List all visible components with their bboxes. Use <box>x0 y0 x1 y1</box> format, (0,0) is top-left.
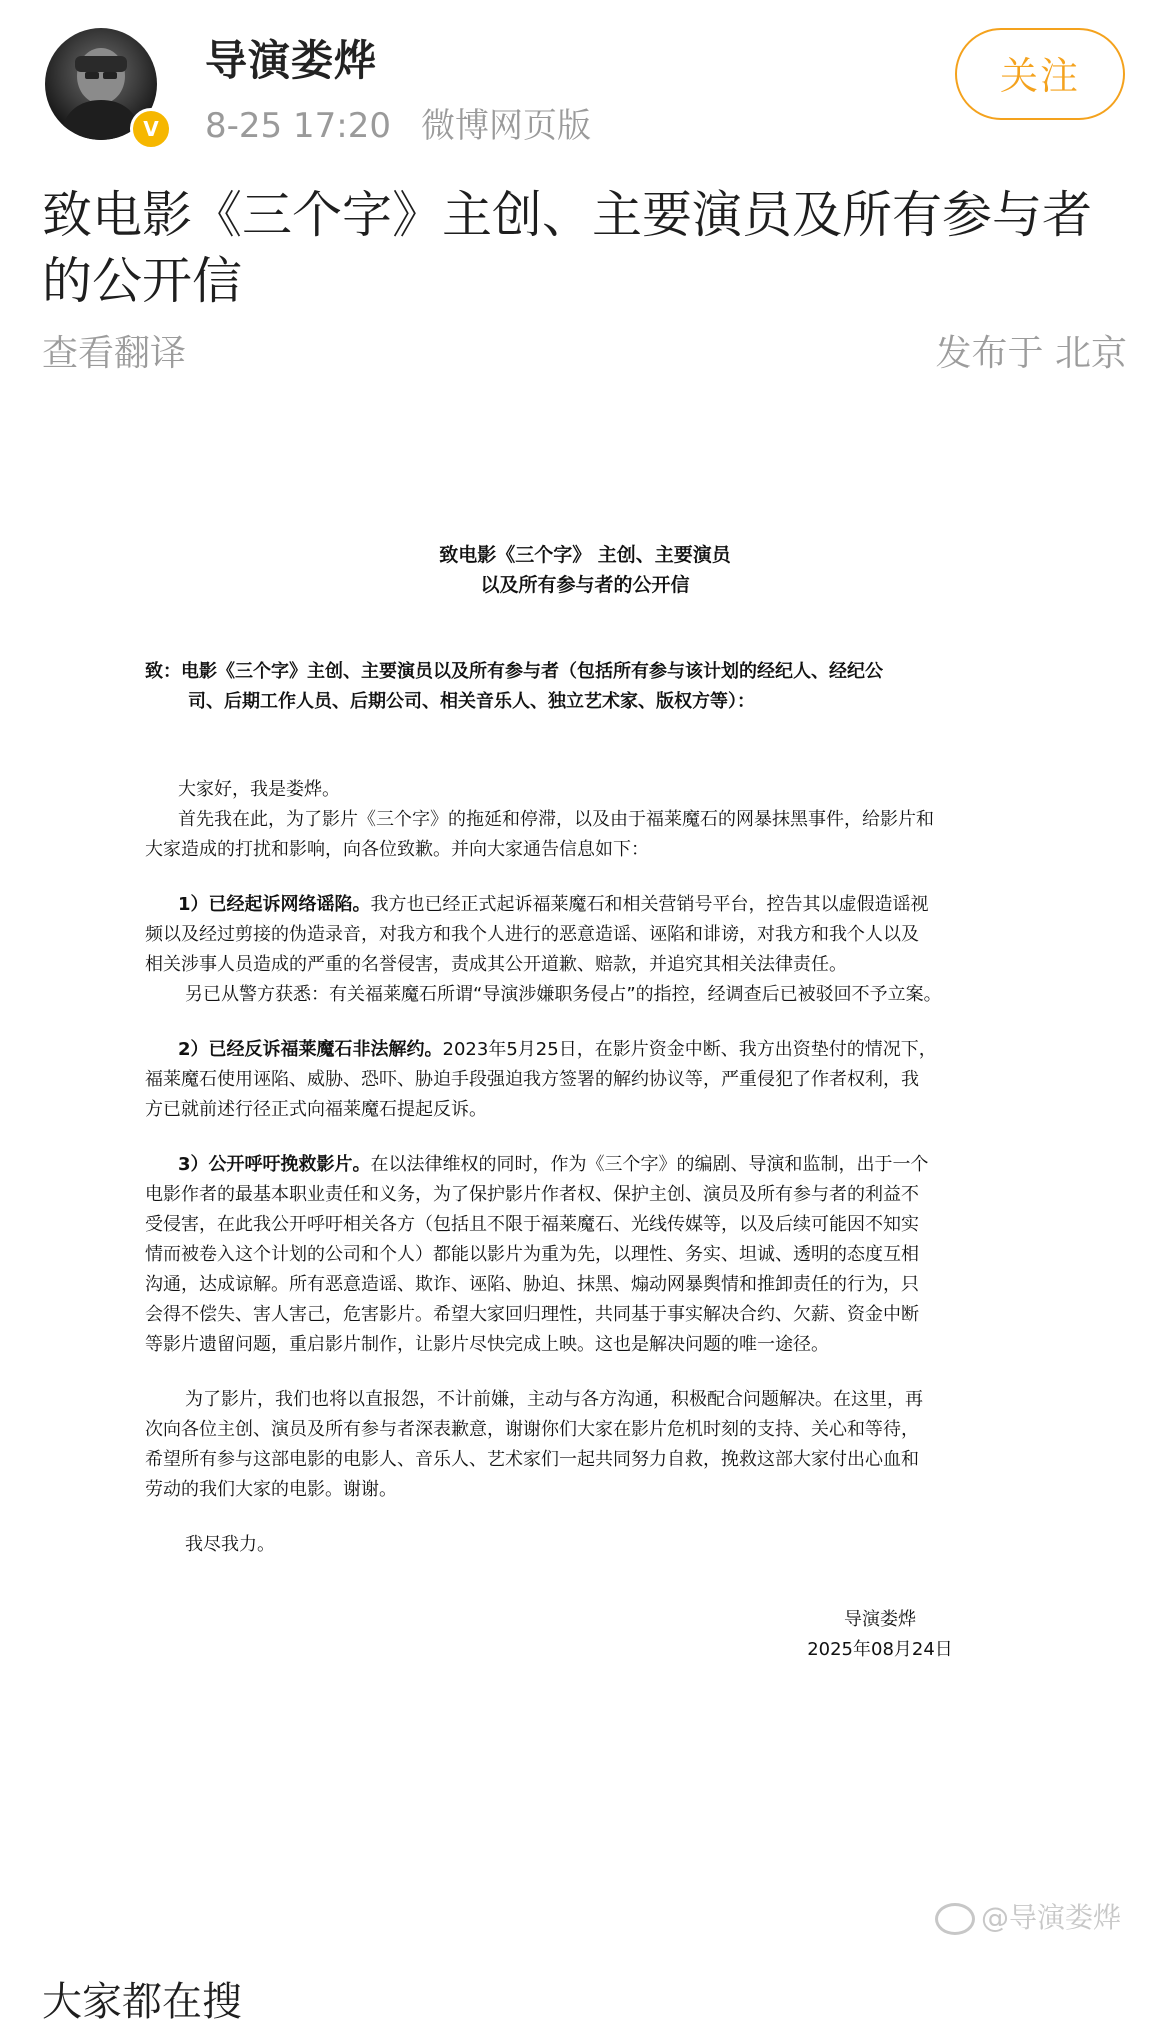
letter-title-line2: 以及所有参与者的公开信 <box>480 574 690 596</box>
post-source: 微博网页版 <box>420 106 591 146</box>
letter-intro-line1: 首先我在此，为了影片《三个字》的拖延和停滞，以及由于福莱魔石的网暴抹黑事件，给影片和 <box>178 809 934 830</box>
letter-p2-line2: 福莱魔石使用诬陷、威胁、恐吓、胁迫手段强迫我方签署的解约协议等，严重侵犯了作者权利，我 <box>145 1069 919 1090</box>
watermark-text: @导演娄烨 <box>981 1901 1122 1934</box>
letter-p4-line4: 劳动的我们大家的电影。谢谢。 <box>145 1479 397 1500</box>
letter-p1-head: 1）已经起诉网络谣陷。 <box>178 894 371 915</box>
letter-p3-line3: 受侵害，在此我公开呼吁相关各方（包括且不限于福莱魔石、光线传媒等，以及后续可能因不知实 <box>145 1214 919 1235</box>
letter-p3-line2: 电影作者的最基本职业责任和义务，为了保护影片作者权、保护主创、演员及所有参与者的利益不 <box>145 1184 919 1205</box>
letter-p2-line1 <box>178 1035 937 1065</box>
follow-button[interactable]: 关注 <box>955 28 1125 120</box>
letter-p2-line3: 方已就前述行径正式向福莱魔石提起反诉。 <box>145 1099 487 1120</box>
letter-p4-line2: 次向各位主创、演员及所有参与者深表歉意，谢谢你们大家在影片危机时刻的支持、关心和等待， <box>145 1419 919 1440</box>
post-sub-row <box>42 325 1127 375</box>
letter-to-line2: 司、后期工作人员、后期公司、相关音乐人、独立艺术家、版权方等）： <box>188 691 755 712</box>
letter-sign-date: 2025年08月24日 <box>807 1639 953 1660</box>
username[interactable]: 导演娄烨 <box>205 36 378 85</box>
verified-badge-icon: V <box>130 108 172 150</box>
letter-greeting: 大家好，我是娄烨。 <box>178 779 340 800</box>
letter-p1-line3: 相关涉事人员造成的严重的名誉侵害，责成其公开道歉、赔款，并追究其相关法律责任。 <box>145 954 847 975</box>
letter-p4-line3: 希望所有参与这部电影的电影人、音乐人、艺术家们一起共同努力自救，挽救这部大家付出心血和 <box>145 1449 919 1470</box>
letter-title-line1: 致电影《三个字》 主创、主要演员 <box>439 544 731 566</box>
weibo-logo-icon <box>935 1903 975 1935</box>
letter-p4-line1: 为了影片，我们也将以直报怨，不计前嫌，主动与各方沟通，积极配合问题解决。在这里，再 <box>185 1389 923 1410</box>
letter-closing: 我尽我力。 <box>185 1534 275 1555</box>
letter-p3-text1: 在以法律维权的同时，作为《三个字》的编剧、导演和监制，出于一个 <box>370 1154 929 1175</box>
letter-intro-line2: 大家造成的打扰和影响，向各位致歉。并向大家通告信息如下： <box>145 839 649 860</box>
letter-p2-head: 2）已经反诉福莱魔石非法解约。 <box>178 1039 443 1060</box>
post-time: 8-25 17:20 <box>205 106 391 146</box>
letter-p2-text1: 2023年5月25日，在影片资金中断、我方出资垫付的情况下， <box>442 1039 937 1060</box>
hot-search-section-title[interactable]: 大家都在搜 <box>42 1979 242 2025</box>
image-watermark <box>935 1896 1121 1936</box>
letter-image[interactable] <box>0 410 1170 1960</box>
post-meta <box>205 98 591 147</box>
post-location: 发布于 北京 <box>935 333 1127 374</box>
letter-p1-line4: 另已从警方获悉：有关福莱魔石所谓“导演涉嫌职务侵占”的指控，经调查后已被驳回不予立案。 <box>185 984 942 1005</box>
post-header <box>0 0 1170 170</box>
letter-p3-line7: 等影片遗留问题，重启影片制作，让影片尽快完成上映。这也是解决问题的唯一途径。 <box>145 1334 829 1355</box>
letter-p3-line6: 会得不偿失、害人害己，危害影片。希望大家回归理性，共同基于事实解决合约、欠薪、资金中断 <box>145 1304 919 1325</box>
letter-p3-line1 <box>178 1150 929 1180</box>
letter-p3-line5: 沟通，达成谅解。所有恶意造谣、欺诈、诬陷、胁迫、抹黑、煽动网暴舆情和推卸责任的行为，只 <box>145 1274 919 1295</box>
letter-p3-head: 3）公开呼吁挽救影片。 <box>178 1154 371 1175</box>
post-title: 致电影《三个字》主创、主要演员及所有参与者的公开信 <box>42 186 1092 310</box>
letter-sign-name: 导演娄烨 <box>844 1609 916 1630</box>
letter-p1-line2: 频以及经过剪接的伪造录音，对我方和我个人进行的恶意造谣、诬陷和诽谤，对我方和我个人以及 <box>145 924 919 945</box>
translate-link[interactable]: 查看翻译 <box>42 333 187 374</box>
letter-p1-text1: 我方也已经正式起诉福莱魔石和相关营销号平台，控告其以虚假造谣视 <box>370 894 929 915</box>
letter-to-line1: 致：电影《三个字》主创、主要演员以及所有参与者（包括所有参与该计划的经纪人、经纪公 <box>145 661 883 682</box>
letter-p3-line4: 情而被卷入这个计划的公司和个人）都能以影片为重为先，以理性、务实、坦诚、透明的态度互相 <box>145 1244 919 1265</box>
letter-p1-line1 <box>178 890 929 920</box>
